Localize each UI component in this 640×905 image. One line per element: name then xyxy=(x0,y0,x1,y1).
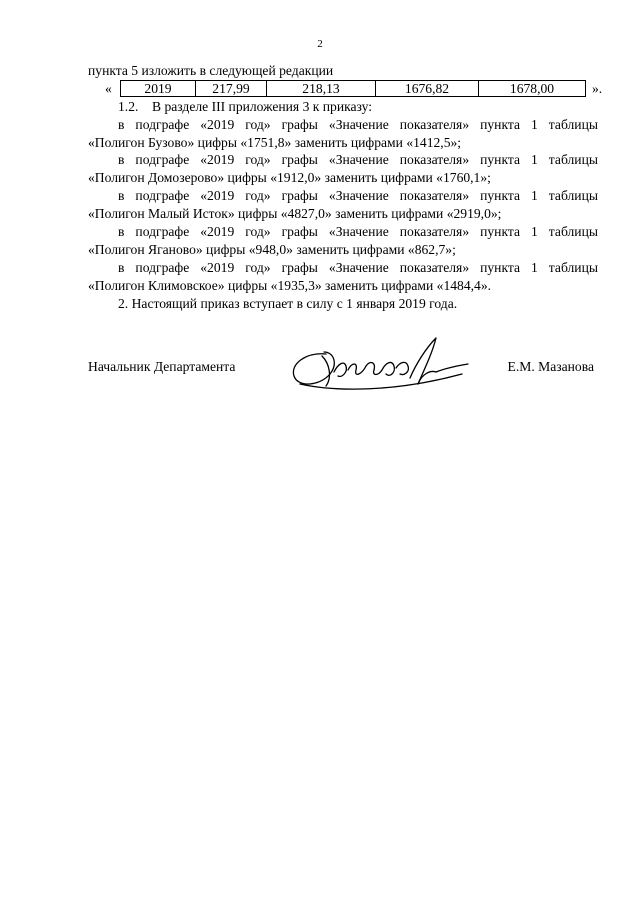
signer-name: Е.М. Мазанова xyxy=(507,359,594,374)
document-body xyxy=(88,62,603,312)
signer-title: Начальник Департамента xyxy=(88,359,236,374)
values-table xyxy=(120,80,586,97)
table-cell-value-4: 1678,00 xyxy=(479,80,586,96)
item-3-line-1: в подграфе «2019 год» графы «Значение показателя» пункта 1 таблицы xyxy=(118,188,598,204)
section-heading xyxy=(88,98,598,116)
table-cell-value-3: 1676,82 xyxy=(376,80,479,96)
table-cell-value-2: 218,13 xyxy=(267,80,376,96)
item-4-line-1: в подграфе «2019 год» графы «Значение показателя» пункта 1 таблицы xyxy=(118,224,598,240)
item-1-line-2: «Полигон Бузово» цифры «1751,8» заменить цифрами «1412,5»; xyxy=(88,134,462,150)
handwritten-signature-icon xyxy=(286,334,476,398)
section-heading-text: 1.2. В разделе III приложения 3 к приказу: xyxy=(118,98,373,114)
table-cell-value-1: 217,99 xyxy=(196,80,267,96)
item-4-line-2: «Полигон Яганово» цифры «948,0» заменить цифрами «862,7»; xyxy=(88,241,456,257)
item-1-line-1: в подграфе «2019 год» графы «Значение показателя» пункта 1 таблицы xyxy=(118,116,598,132)
table-open-quote: « xyxy=(105,80,112,96)
page-number: 2 xyxy=(317,38,323,50)
signature-block xyxy=(88,350,598,400)
item-3-line-2: «Полигон Малый Исток» цифры «4827,0» заменить цифрами «2919,0»; xyxy=(88,206,502,222)
table-row xyxy=(121,80,586,96)
item-5-line-2: «Полигон Климовское» цифры «1935,3» заменить цифрами «1484,4». xyxy=(88,277,492,293)
value-table-row xyxy=(88,80,603,98)
item-5-line-1: в подграфе «2019 год» графы «Значение показателя» пункта 1 таблицы xyxy=(118,259,598,275)
intro-line: пункта 5 изложить в следующей редакции xyxy=(88,63,334,78)
table-cell-year: 2019 xyxy=(121,80,196,96)
closing-paragraph: 2. Настоящий приказ вступает в силу с 1 января 2019 года. xyxy=(118,295,458,311)
table-close-quote: ». xyxy=(592,80,603,96)
item-2-line-2: «Полигон Домозерово» цифры «1912,0» заменить цифрами «1760,1»; xyxy=(88,170,491,186)
item-2-line-1: в подграфе «2019 год» графы «Значение показателя» пункта 1 таблицы xyxy=(118,152,598,168)
